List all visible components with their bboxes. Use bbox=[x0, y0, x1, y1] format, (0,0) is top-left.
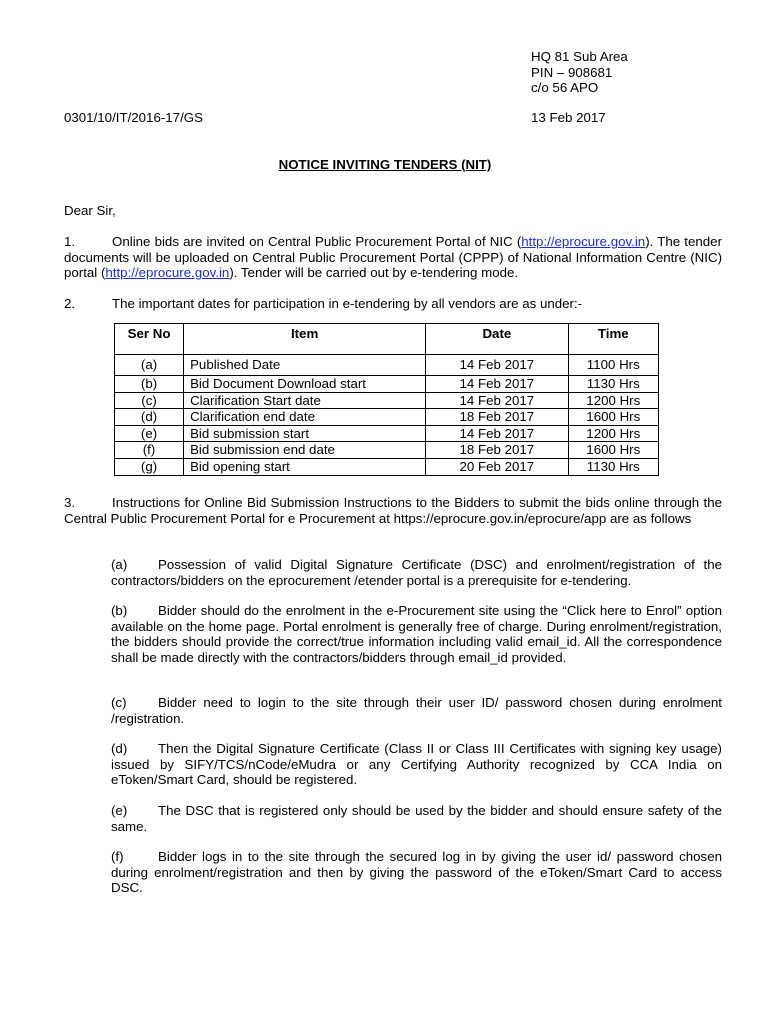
sender-address bbox=[531, 49, 628, 96]
sub-item-label: (f) bbox=[111, 849, 124, 864]
sub-item-c bbox=[111, 695, 722, 726]
dates-table bbox=[114, 323, 659, 476]
table-cell: (f) bbox=[115, 442, 184, 459]
paragraph-number: 2. bbox=[64, 296, 76, 311]
paragraph-number: 1. bbox=[64, 234, 76, 249]
table-row bbox=[115, 355, 659, 376]
table-cell: 18 Feb 2017 bbox=[426, 409, 568, 426]
address-line: HQ 81 Sub Area bbox=[531, 49, 628, 64]
table-cell: (a) bbox=[115, 355, 184, 376]
table-row bbox=[115, 425, 659, 442]
sub-item-text: Bidder need to login to the site through their user ID/ password chosen during enrolment /registration. bbox=[111, 695, 722, 726]
paragraph-text: ). Tender will be carried out by e-tendering mode. bbox=[229, 265, 519, 281]
sub-item-text: Bidder should do the enrolment in the e-Procurement site using the “Click here to Enrol” option available on the home page. Portal enrolment is generally free of charge. During enrolment/registration, the bidders should provide the correct/true information including valid email_id. All the correspondence shall be made directly with the contractors/bidders through email_id provided. bbox=[111, 603, 722, 665]
eprocure-link[interactable]: http://eprocure.gov.in bbox=[521, 234, 646, 249]
table-row bbox=[115, 458, 659, 475]
paragraph-text: The important dates for participation in e-tendering by all vendors are as under:- bbox=[112, 296, 583, 311]
sub-item-a bbox=[111, 557, 722, 588]
table-row bbox=[115, 442, 659, 459]
table-header-row bbox=[115, 324, 659, 355]
table-cell: (g) bbox=[115, 458, 184, 475]
paragraph-text: Instructions for Online Bid Submission Instructions to the Bidders to submit the bids online through the Central Public Procurement Portal for e Procurement at https://eprocure.gov.in/eprocure/app are as follows bbox=[64, 495, 722, 526]
table-cell: 1200 Hrs bbox=[568, 392, 658, 409]
table-cell: 14 Feb 2017 bbox=[426, 376, 568, 393]
table-cell: Clarification Start date bbox=[184, 392, 426, 409]
sub-item-b bbox=[111, 603, 722, 665]
paragraph-number: 3. bbox=[64, 495, 76, 510]
table-cell: Clarification end date bbox=[184, 409, 426, 426]
address-line: PIN – 908681 bbox=[531, 64, 613, 80]
eprocure-link[interactable]: http://eprocure.gov.in bbox=[105, 265, 230, 281]
table-cell: Bid Document Download start bbox=[184, 376, 426, 393]
sub-item-text: Then the Digital Signature Certificate (Class II or Class III Certificates with signing key usage) issued by SIFY/TCS/nCode/eMudra or any Certifying Authority recognized by CCA India on eToken/Smart Card, should be registered. bbox=[111, 741, 722, 788]
table-cell: Bid submission end date bbox=[184, 442, 426, 459]
sub-item-label: (c) bbox=[111, 695, 127, 710]
table-cell: (c) bbox=[115, 392, 184, 409]
table-cell: 18 Feb 2017 bbox=[426, 442, 568, 459]
sub-item-text: The DSC that is registered only should be used by the bidder and should ensure safety of the same. bbox=[111, 803, 722, 834]
table-cell: 20 Feb 2017 bbox=[426, 458, 568, 475]
letter-date: 13 Feb 2017 bbox=[531, 110, 606, 125]
table-cell: 14 Feb 2017 bbox=[426, 355, 568, 376]
sub-item-label: (e) bbox=[111, 803, 128, 818]
table-cell: 1600 Hrs bbox=[568, 409, 658, 426]
table-header: Time bbox=[568, 324, 658, 355]
table-row bbox=[115, 376, 659, 393]
table-header: Ser No bbox=[115, 324, 184, 355]
sub-item-f bbox=[111, 849, 722, 896]
table-cell: (b) bbox=[115, 376, 184, 393]
table-row bbox=[115, 409, 659, 426]
paragraph-2 bbox=[64, 296, 722, 312]
paragraph-text: Online bids are invited on Central Public Procurement Portal of NIC ( bbox=[112, 234, 522, 249]
paragraph-text: ). The tender documents will be uploaded on Central Public Procurement Portal (CPPP) of National Information Centre (NIC) portal ( bbox=[64, 234, 722, 281]
sub-item-text: Possession of valid Digital Signature Certificate (DSC) and enrolment/registration of the contractors/bidders on the eprocurement /etender portal is a prerequisite for e-tendering. bbox=[111, 557, 722, 588]
table-cell: (e) bbox=[115, 425, 184, 442]
table-cell: 1130 Hrs bbox=[568, 376, 658, 393]
sub-item-e bbox=[111, 803, 722, 834]
table-cell: 1100 Hrs bbox=[568, 355, 658, 376]
salutation: Dear Sir, bbox=[64, 203, 116, 218]
address-line: c/o 56 APO bbox=[531, 80, 599, 96]
table-cell: Published Date bbox=[184, 355, 426, 376]
reference-number: 0301/10/IT/2016-17/GS bbox=[64, 110, 203, 125]
table-cell: 1200 Hrs bbox=[568, 425, 658, 442]
table-cell: 14 Feb 2017 bbox=[426, 392, 568, 409]
table-header: Date bbox=[426, 324, 568, 355]
sub-item-d bbox=[111, 741, 722, 788]
sub-item-label: (b) bbox=[111, 603, 128, 618]
table-cell: (d) bbox=[115, 409, 184, 426]
sub-item-text: Bidder logs in to the site through the secured log in by giving the user id/ password chosen during enrolment/registration and then by giving the password of the eToken/Smart Card to access DSC. bbox=[111, 849, 722, 896]
table-cell: Bid opening start bbox=[184, 458, 426, 475]
paragraph-1 bbox=[64, 234, 722, 281]
table-header: Item bbox=[184, 324, 426, 355]
paragraph-3 bbox=[64, 495, 722, 526]
table-cell: 1600 Hrs bbox=[568, 442, 658, 459]
table-cell: 14 Feb 2017 bbox=[426, 425, 568, 442]
sub-item-label: (d) bbox=[111, 741, 128, 756]
table-cell: Bid submission start bbox=[184, 425, 426, 442]
table-row bbox=[115, 392, 659, 409]
sub-item-label: (a) bbox=[111, 557, 128, 572]
document-title: NOTICE INVITING TENDERS (NIT) bbox=[278, 157, 492, 172]
table-cell: 1130 Hrs bbox=[568, 458, 658, 475]
